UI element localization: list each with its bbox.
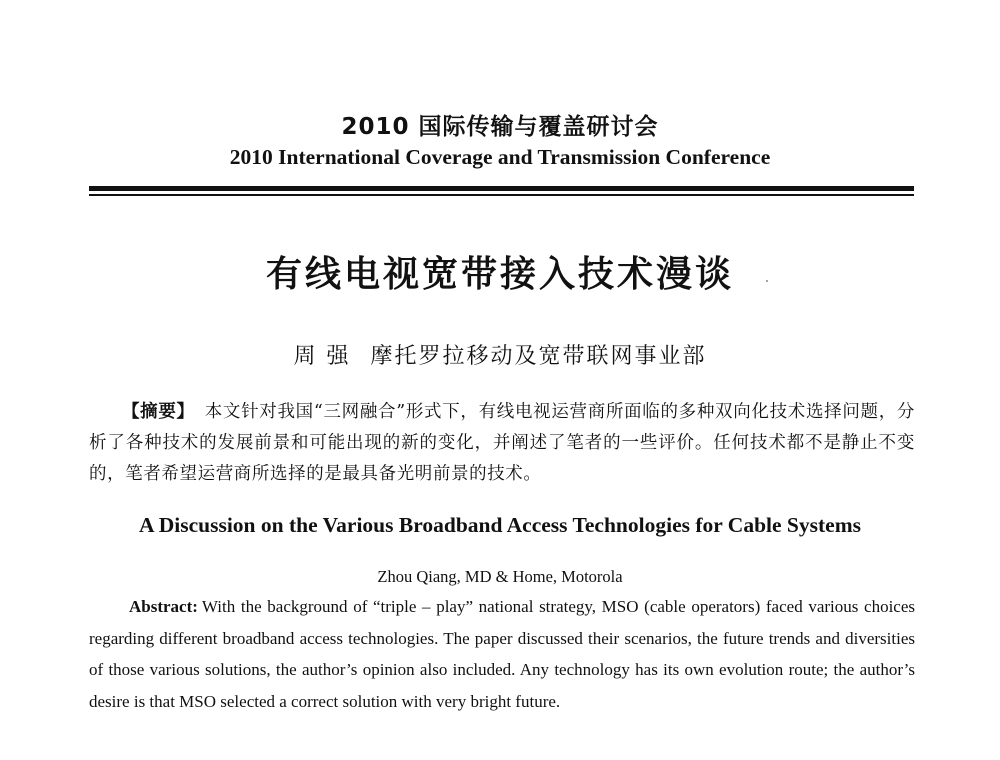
header-rule-thick	[89, 186, 914, 191]
author-line-cn	[0, 339, 1000, 370]
abstract-cn-text: 本文针对我国“三网融合”形式下，有线电视运营商所面临的多种双向化技术选择问题，分析了各种技术的发展前景和可能出现的新的变化，并阐述了笔者的一些评价。任何技术都不是静止不变的，笔者希望运营商所选择的是最具备光明前景的技术。	[89, 402, 915, 484]
abstract-cn-label: 【摘要】	[122, 402, 195, 422]
conference-name-cn: 2010 国际传输与覆盖研讨会	[341, 114, 659, 140]
abstract-cn	[89, 397, 915, 490]
header-rule-thin	[89, 194, 914, 196]
paper-title-en: A Discussion on the Various Broadband Access Technologies for Cable Systems	[139, 513, 861, 537]
paper-title-cn: 有线电视宽带接入技术漫谈	[265, 254, 734, 295]
scan-speck	[766, 280, 768, 282]
abstract-en-text: With the background of “triple – play” national strategy, MSO (cable operators) faced various choices regarding different broadband access technologies. The paper discussed their scenarios, the future trends and diversities of those various solutions, the author’s opinion also included. Any technology has its own evolution route; the author’s desire is that MSO selected a correct solution with very bright future.	[89, 597, 915, 711]
abstract-en-label: Abstract:	[129, 597, 198, 616]
abstract-en	[89, 591, 915, 717]
author-line-en: Zhou Qiang, MD & Home, Motorola	[377, 567, 623, 586]
author-name-cn: 周 强	[293, 344, 351, 369]
conference-name-en: 2010 International Coverage and Transmission Conference	[229, 145, 771, 169]
author-affiliation-cn: 摩托罗拉移动及宽带联网事业部	[370, 344, 707, 369]
